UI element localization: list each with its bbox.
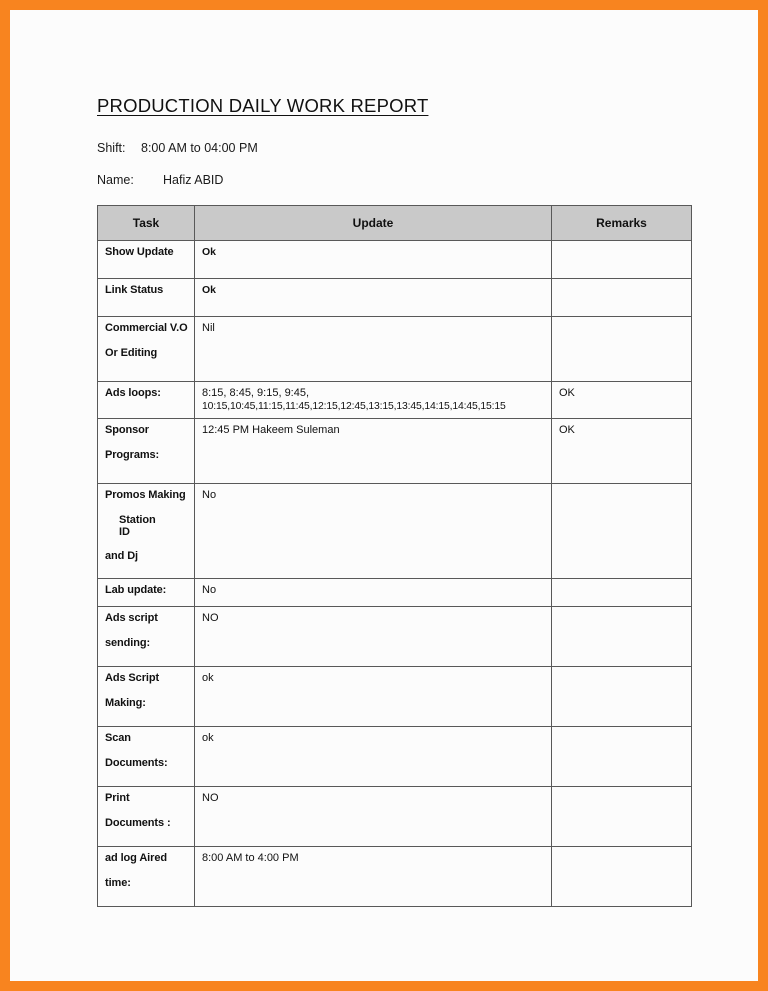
update-text: No [202,489,217,502]
remarks-cell [552,382,692,419]
task-cell [98,279,195,317]
update-cell [195,382,552,419]
task-cell [98,241,195,279]
task-text: Ads Script [105,672,160,685]
update-cell [195,667,552,727]
task-cell [98,667,195,727]
update-cell [195,847,552,907]
update-text: Nil [202,322,215,334]
table-row [98,847,692,907]
page-title: PRODUCTION DAILY WORK REPORT [97,95,429,116]
task-text: Commercial V.O [105,322,188,334]
remarks-cell [552,241,692,279]
name-line [97,173,701,187]
update-text: 8:00 AM to 4:00 PM [202,852,299,865]
daily-work-report-table [97,205,692,907]
task-text: Scan [105,732,131,745]
shift-value: 8:00 AM to 04:00 PM [141,141,258,155]
remarks-cell [552,847,692,907]
update-cell [195,727,552,787]
task-text: Documents: [105,757,168,770]
remarks-cell [552,484,692,579]
task-text: Sponsor [105,424,149,437]
table-row [98,382,692,419]
update-text: NO [202,792,219,805]
table-row [98,317,692,382]
document-page [10,10,758,981]
task-cell [98,419,195,484]
column-header-update: Update [195,206,552,241]
table-row [98,727,692,787]
task-text: Or Editing [105,346,158,359]
task-text: Ads loops: [105,387,161,399]
task-text: sending: [105,637,151,650]
update-text: 10:15,10:45,11:15,11:45,12:15,12:45,13:15,13:45,14:15,14:45,15:15 [202,400,506,412]
table-row [98,787,692,847]
task-text: Link Status [105,284,164,296]
update-cell [195,241,552,279]
update-cell [195,484,552,579]
document-body [87,95,701,907]
task-cell [98,787,195,847]
remarks-cell [552,279,692,317]
table-header-row [98,206,692,241]
shift-label: Shift: [97,141,126,155]
remarks-cell [552,607,692,667]
table-head [98,206,692,241]
remarks-cell [552,727,692,787]
update-cell [195,579,552,607]
table-row [98,279,692,317]
update-text: Ok [202,284,217,296]
task-text: StationID [119,514,156,538]
remarks-cell [552,787,692,847]
task-text: Documents : [105,817,171,830]
update-cell [195,787,552,847]
update-text: No [202,584,217,597]
update-text: 8:15, 8:45, 9:15, 9:45, [202,387,310,399]
update-text: Ok [202,246,217,258]
remarks-text: OK [559,424,575,437]
table-body [98,241,692,907]
task-cell [98,382,195,419]
remarks-cell [552,419,692,484]
update-cell [195,419,552,484]
name-value: Hafiz ABID [163,173,224,187]
table-row [98,607,692,667]
task-text: Lab update: [105,584,167,597]
task-text: time: [105,877,131,890]
task-cell [98,579,195,607]
task-text: Ads script [105,612,158,625]
column-header-remarks: Remarks [552,206,692,241]
task-text: ad log Aired [105,852,167,865]
task-text: Making: [105,697,146,710]
table-row [98,419,692,484]
remarks-text: OK [559,387,575,399]
table-row [98,484,692,579]
update-text: ok [202,732,214,745]
update-cell [195,317,552,382]
task-text: Print [105,792,130,805]
task-cell [98,847,195,907]
column-header-task: Task [98,206,195,241]
task-cell [98,484,195,579]
task-text: Promos Making [105,489,186,502]
shift-line [97,141,701,155]
name-label: Name: [97,173,134,187]
task-cell [98,727,195,787]
task-text: Programs: [105,449,160,462]
update-cell [195,279,552,317]
remarks-cell [552,667,692,727]
task-cell [98,607,195,667]
table-row [98,241,692,279]
remarks-cell [552,579,692,607]
table-row [98,579,692,607]
update-cell [195,607,552,667]
update-text: 12:45 PM Hakeem Suleman [202,424,340,437]
remarks-cell [552,317,692,382]
update-text: NO [202,612,219,625]
update-text: ok [202,672,214,685]
task-text: and Dj [105,550,139,563]
table-row [98,667,692,727]
task-text: Show Update [105,246,174,258]
task-cell [98,317,195,382]
